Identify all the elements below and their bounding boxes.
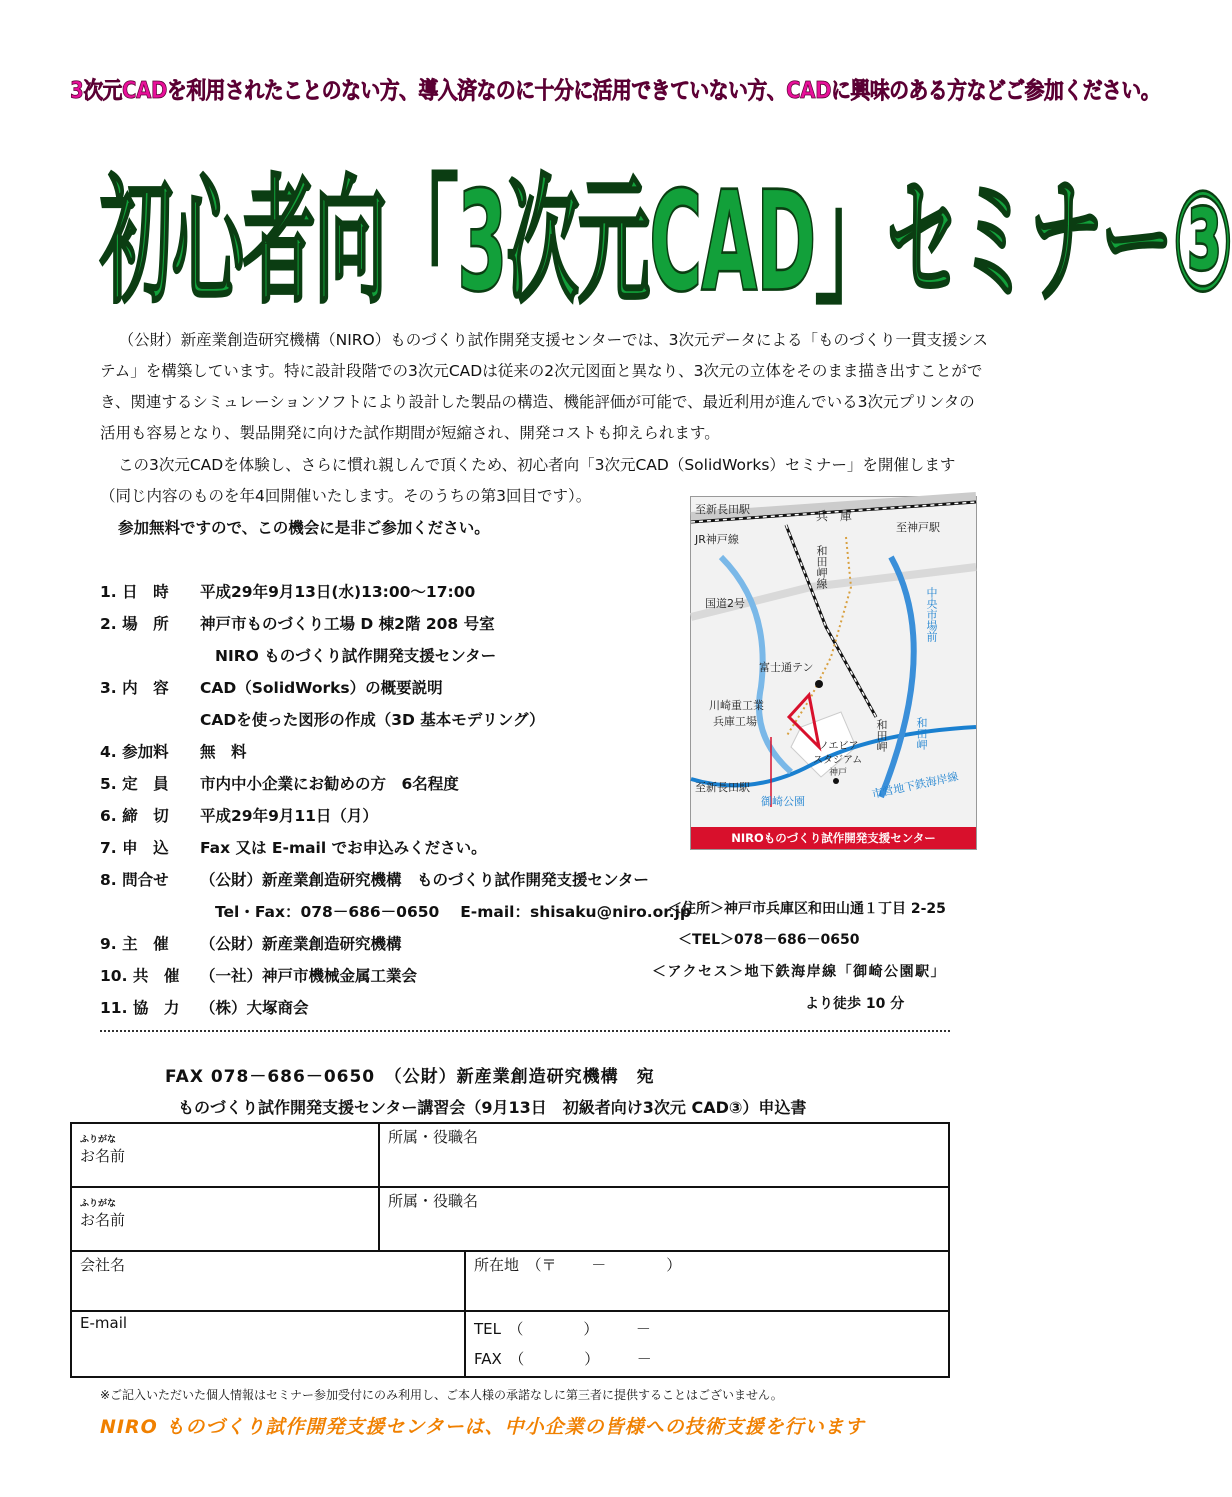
item-content-2: CADを使った図形の作成（3D 基本モデリング） [200,711,545,729]
map-label: ノエビア [819,741,859,752]
item-contact: 8. 問合せ （公財）新産業創造研究機構 ものづくり試作開発支援センター [100,871,649,889]
map-label: 神戸 [829,768,848,778]
fax-destination: FAX 078－686－0650 （公財）新産業創造研究機構 宛 [165,1067,655,1087]
access-address: ＜住所＞神戸市兵庫区和田山通１丁目 2-25 [668,901,946,917]
name-label: お名前 [80,1211,126,1229]
item-co-organizer: 10. 共 催 （一社）神戸市機械金属工業会 [100,967,418,985]
map-label: 国道2号 [705,597,745,610]
fax-label: FAX （ ） － [473,1350,652,1368]
furigana-label: ふりがな [80,1199,117,1209]
map-label: 至新長田駅 [695,503,750,516]
location-field[interactable] [465,1251,949,1311]
map-label: 兵 庫 [816,509,853,523]
item-date: 1. 日 時 平成29年9月13日(水)13:00～17:00 [100,583,476,601]
affiliation-field-1[interactable] [379,1123,949,1187]
item-cooperation: 11. 協 力 （株）大塚商会 [100,999,309,1017]
form-title: ものづくり試作開発支援センター講習会（9月13日 初級者向け3次元 CAD③）申込書 [178,1098,807,1117]
name-field-2[interactable] [71,1187,379,1251]
item-place: 2. 場 所 神戸市ものづくり工場 D 棟2階 208 号室 [100,615,495,633]
item-fee: 4. 参加料 無 料 [100,743,247,761]
email-field[interactable] [71,1311,465,1377]
item-contact-2: Tel・Fax：078－686－0650 E-mail：shisaku@niro.or.jp [215,903,691,921]
map-label: JR神戸線 [695,533,739,546]
intro-paragraph-2b: （同じ内容のものを年4回開催いたします。そのうちの第3回目です）。 [100,487,592,505]
tel-label: TEL （ ） － [473,1320,651,1338]
cut-line [100,1030,950,1032]
map-label: 兵庫工場 [713,715,757,728]
access-tel: ＜TEL＞078－686－0650 [678,932,860,948]
affiliation-label: 所属・役職名 [388,1192,479,1210]
application-form [70,1122,950,1378]
name-label: お名前 [80,1147,126,1165]
intro-paragraph-3: 参加無料ですので、この機会に是非ご参加ください。 [118,519,490,537]
map-label: 中央市場前 [925,587,938,642]
company-label: 会社名 [80,1256,126,1274]
item-place-2: NIRO ものづくり試作開発支援センター [215,647,497,665]
header-subtitle: 3次元CADを利用されたことのない方、導入済なのに十分に活用できていない方、CADに興味のある方などご参加ください。 [70,78,1161,104]
access-route: ＜アクセス＞地下鉄海岸線「御崎公園駅」 [652,964,947,980]
item-content: 3. 内 容 CAD（SolidWorks）の概要説明 [100,679,443,697]
email-label: E-mail [80,1314,128,1332]
map-label: 和田岬 [875,719,888,752]
map-drawing [691,497,976,849]
footer-message: NIRO ものづくり試作開発支援センターは、中小企業の皆様への技術支援を行います [100,1416,865,1438]
map-label: 富士通テン [759,661,814,674]
company-field[interactable] [71,1251,465,1311]
access-map [690,496,977,850]
map-label: 川崎重工業 [709,699,764,712]
map-label: 御崎公園 [761,795,805,808]
item-capacity: 5. 定 員 市内中小企業にお勧めの方 6名程度 [100,775,459,793]
map-label: 至新長田駅 [695,781,750,794]
location-label: 所在地 （〒 － ） [473,1256,682,1274]
item-deadline: 6. 締 切 平成29年9月11日（月） [100,807,378,825]
map-label: 和田岬線 [815,545,828,589]
intro-paragraph-2a: この3次元CADを体験し、さらに慣れ親しんで頂くため、初心者向「3次元CAD（SolidWorks）セミナー」を開催します [118,456,956,474]
map-label: 至神戸駅 [896,521,940,534]
item-organizer: 9. 主 催 （公財）新産業創造研究機構 [100,935,402,953]
map-caption-bar: NIROものづくり試作開発支援センター [691,827,976,849]
name-field-1[interactable] [71,1123,379,1187]
affiliation-label: 所属・役職名 [388,1128,479,1146]
item-apply: 7. 申 込 Fax 又は E-mail でお申込みください。 [100,839,487,857]
page-title: 初心者向「3次元CAD」セミナー③ [100,160,1232,323]
map-label: スタジアム [813,755,863,766]
privacy-note: ※ご記入いただいた個人情報はセミナー参加受付にのみ利用し、ご本人様の承諾なしに第三者に提供することはございません。 [100,1388,783,1402]
map-label: 和田岬 [915,717,928,750]
furigana-label: ふりがな [80,1135,117,1145]
map-label: 市営地下鉄海岸線 [870,769,960,801]
phone-fax-field[interactable] [465,1311,949,1377]
access-walk: より徒歩 10 分 [805,996,905,1012]
intro-paragraph-1: （公財）新産業創造研究機構（NIRO）ものづくり試作開発支援センターでは、3次元データによる「ものづくり一貫支援システム」を構築しています。特に設計段階での3次元CADは従来の2次元図面と異なり、3次元の立体をそのまま描き出すことができ、関連するシミュレーションソフトにより設計した製品の構造、機能評価が可能で、最近利用が進んでいる3次元プリンタの活用も容易となり、製品開発に向けた試作期間が短縮され、開発コストも抑えられます。 [100,331,989,442]
affiliation-field-2[interactable] [379,1187,949,1251]
